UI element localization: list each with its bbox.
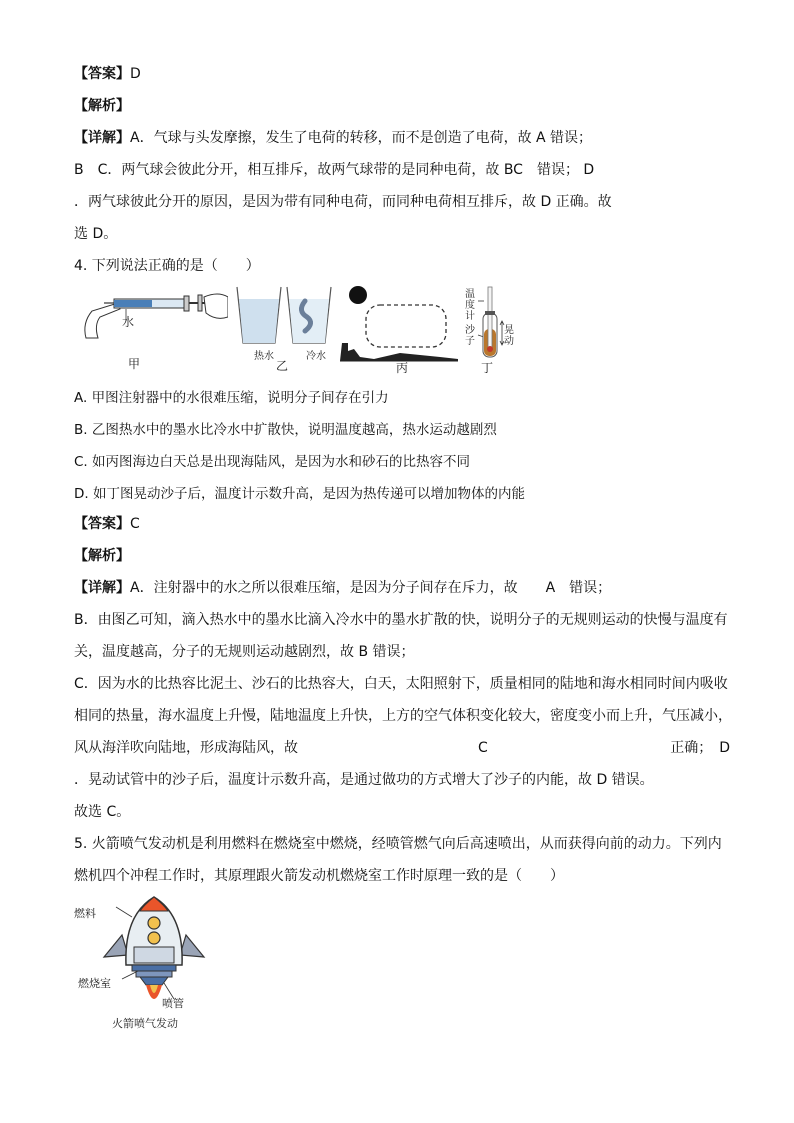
cold-water-label: 冷水 [306,351,326,362]
detail-correct: 正确； D [670,740,730,756]
q5-stem-line-2: 燃机四个冲程工作时，其原理跟火箭发动机燃烧室工作时原理一致的是（ ） [74,868,564,884]
q5-stem-line-1: 5. 火箭喷气发动机是利用燃料在燃烧室中燃烧，经喷管燃气向后高速喷出，从而获得向前的动力。下列内 [74,836,722,852]
fuel-label: 燃料 [74,907,96,920]
thermometer-label: 温度计 [465,289,475,322]
figure-jia-label: 甲 [128,357,141,371]
answer-tag: 【答案】 [74,66,130,82]
q3-detail-line-1 [74,128,592,148]
q3-detail-line-3: ．两气球彼此分开的原因，是因为带有同种电荷，而同种电荷相互排斥，故 D 正确。故 [74,194,612,210]
rocket-figure-block [74,895,224,1035]
q4-detail-line-4: C．因为水的比热容比泥土、沙石的比热容大，白天，太阳照射下，质量相同的陆地和海水相同时间内吸收 [74,676,728,692]
q4-option-c: C. 如丙图海边白天总是出现海陆风，是因为水和砂石的比热容不同 [74,454,471,470]
answer-tag: 【答案】 [74,516,130,532]
q4-detail-line-8: 故选 C。 [74,804,131,820]
q4-option-d: D. 如丁图晃动沙子后，温度计示数升高，是因为热传递可以增加物体的内能 [74,486,525,502]
answer-value: C [130,516,140,532]
chamber-label: 燃烧室 [78,977,111,990]
nozzle-label: 喷管 [162,997,184,1010]
q3-detail-line-2: B C．两气球会彼此分开，相互排斥，故两气球带的是同种电荷，故 BC 错误； D [74,162,595,178]
q4-detail-line-2: B．由图乙可知，滴入热水中的墨水比滴入冷水中的墨水扩散的快，说明分子的无规则运动的快慢与温度有 [74,612,728,628]
q4-detail-line-7: ．晃动试管中的沙子后，温度计示数升高，是通过做功的方式增大了沙子的内能，故 D 错误。 [74,772,654,788]
detail-tag: 【详解】 [74,580,130,596]
q4-answer-line [74,514,140,534]
sea-breeze-figure [340,283,460,365]
q4-stem: 4. 下列说法正确的是（ ） [74,258,260,274]
detail-text: 风从海洋吹向陆地，形成海陆风，故 [74,740,298,756]
figure-ding-label: 丁 [481,361,494,375]
q4-analysis-tag: 【解析】 [74,548,130,564]
detail-option-c: C [478,740,488,756]
water-label: 水 [122,315,135,329]
figure-yi-label: 乙 [276,359,289,373]
syringe-figure [78,283,228,353]
q4-detail-line-6 [74,738,730,758]
test-tube-figure [476,285,516,359]
q4-option-a: A. 甲图注射器中的水很难压缩，说明分子间存在引力 [74,390,389,406]
q3-answer-line [74,64,141,84]
detail-tag: 【详解】 [74,130,130,146]
beakers-figure [235,285,333,347]
q4-detail-line-1 [74,578,611,598]
figure-bing-label: 丙 [396,361,409,375]
q4-figure-row [78,283,528,378]
detail-text: A．注射器中的水之所以很难压缩，是因为分子间存在斥力，故 A 错误； [130,580,612,596]
rocket-figure [94,895,214,1013]
sand-label: 沙子 [465,325,475,347]
hot-water-label: 热水 [254,351,274,362]
q3-detail-line-4: 选 D。 [74,226,118,242]
shake-label: 晃动 [504,325,514,347]
rocket-caption: 火箭喷气发动 [112,1017,178,1030]
q4-detail-line-3: 关，温度越高，分子的无规则运动越剧烈，故 B 错误； [74,644,415,660]
q4-option-b: B. 乙图热水中的墨水比冷水中扩散快，说明温度越高，热水运动越剧烈 [74,422,497,438]
detail-text: A．气球与头发摩擦，发生了电荷的转移，而不是创造了电荷，故 A 错误； [130,130,593,146]
q4-detail-line-5: 相同的热量，海水温度上升慢，陆地温度上升快，上方的空气体积变化较大，密度变小而上升，气压减小， [74,708,732,724]
q3-analysis-tag: 【解析】 [74,98,130,114]
answer-value: D [130,66,141,82]
